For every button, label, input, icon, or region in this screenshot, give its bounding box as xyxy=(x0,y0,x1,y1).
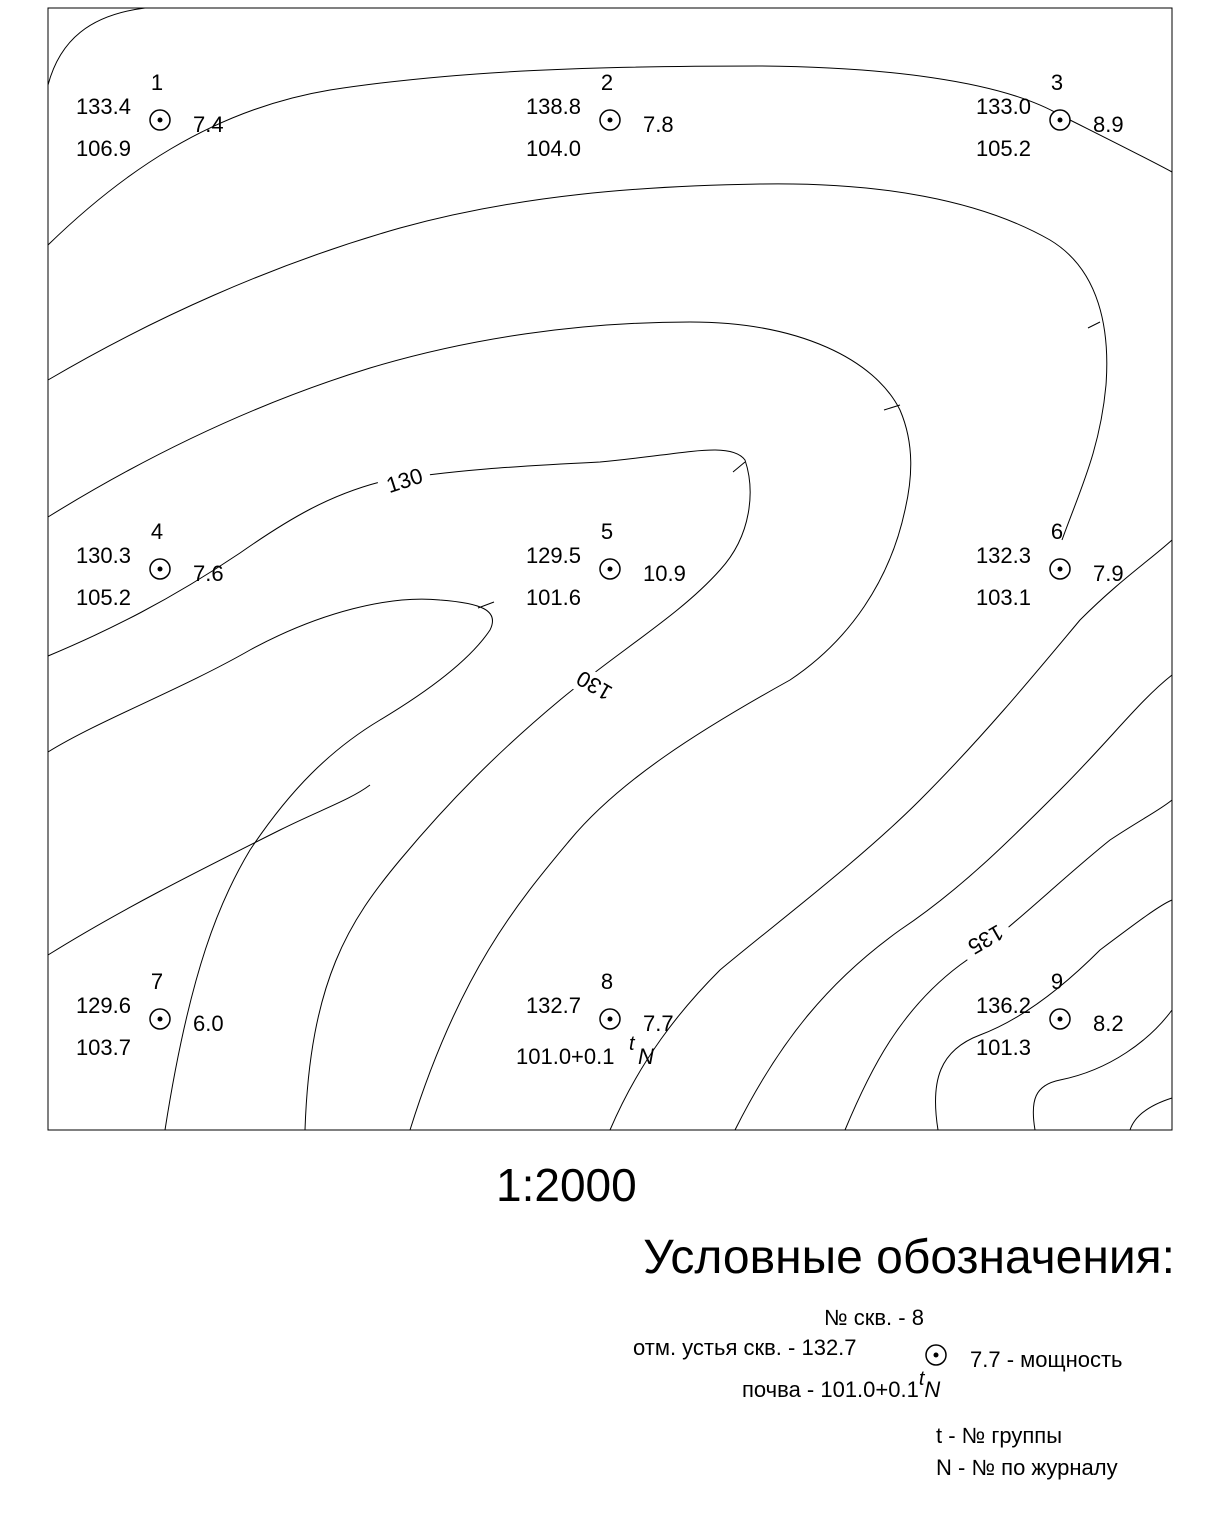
well-1[interactable] xyxy=(76,70,224,161)
well-thickness: 8.9 xyxy=(1093,112,1124,137)
well-center-dot xyxy=(158,567,163,572)
contour-line xyxy=(735,675,1172,1130)
contour-line xyxy=(845,800,1172,1130)
well-elevation: 130.3 xyxy=(75,543,131,568)
well-4[interactable] xyxy=(76,519,224,610)
well-elevation: 132.3 xyxy=(975,543,1031,568)
well-soil: 101.0+0.1 xyxy=(516,1044,615,1069)
well-number: 9 xyxy=(1050,969,1064,994)
slope-tick xyxy=(478,602,494,608)
well-3[interactable] xyxy=(976,70,1124,161)
legend-soil-sup: t xyxy=(918,1368,925,1390)
well-center-dot xyxy=(608,1017,613,1022)
well-center-dot xyxy=(1058,118,1063,123)
legend-n-definition: N - № по журналу xyxy=(936,1455,1118,1480)
legend-soil-sub: N xyxy=(924,1377,941,1402)
well-thickness: 7.9 xyxy=(1093,561,1124,586)
legend-well-marker-icon xyxy=(923,1342,949,1368)
legend-thickness: 7.7 - мощность xyxy=(970,1347,1123,1372)
well-number: 5 xyxy=(600,519,614,544)
well-thickness: 7.6 xyxy=(193,561,224,586)
well-elevation: 133.0 xyxy=(975,94,1031,119)
well-center-dot xyxy=(1058,567,1063,572)
legend-t-definition: t - № группы xyxy=(936,1423,1063,1448)
well-number: 4 xyxy=(150,519,164,544)
well-number: 6 xyxy=(1050,519,1064,544)
well-number: 1 xyxy=(150,70,164,95)
well-number: 2 xyxy=(600,70,614,95)
well-center-dot xyxy=(608,567,613,572)
well-elevation: 132.7 xyxy=(525,993,581,1018)
contour-line xyxy=(48,785,370,955)
well-number: 8 xyxy=(600,969,614,994)
well-soil: 104.0 xyxy=(525,136,581,161)
well-2[interactable] xyxy=(526,70,674,161)
well-elevation: 129.5 xyxy=(525,543,581,568)
contour-labels xyxy=(375,459,1015,965)
contour-label: 130 xyxy=(572,665,617,706)
well-soil: 105.2 xyxy=(75,585,131,610)
legend-soil xyxy=(742,1368,941,1403)
well-elevation: 129.6 xyxy=(75,993,131,1018)
well-thickness: 10.9 xyxy=(643,561,686,586)
well-soil: 105.2 xyxy=(975,136,1031,161)
well-center-dot xyxy=(608,118,613,123)
contour-line xyxy=(48,8,145,85)
contour-label: 130 xyxy=(383,462,426,498)
well-thickness: 7.4 xyxy=(193,112,224,137)
well-soil: 101.6 xyxy=(525,585,581,610)
slope-tick xyxy=(1088,322,1100,328)
legend-elevation: отм. устья скв. - 132.7 xyxy=(633,1335,857,1360)
map-scale: 1:2000 xyxy=(496,1159,637,1211)
well-8[interactable] xyxy=(516,969,674,1069)
contour-line xyxy=(48,322,911,1130)
well-6[interactable] xyxy=(976,519,1124,610)
well-elevation: 133.4 xyxy=(75,94,131,119)
contour-label: 135 xyxy=(963,919,1008,960)
slope-tick xyxy=(884,405,900,410)
well-elevation: 138.8 xyxy=(525,94,581,119)
well-5[interactable] xyxy=(526,519,686,610)
slope-tick xyxy=(733,462,745,472)
well-thickness: 6.0 xyxy=(193,1011,224,1036)
well-9[interactable] xyxy=(976,969,1124,1060)
well-soil: 106.9 xyxy=(75,136,131,161)
well-soil: 101.3 xyxy=(975,1035,1031,1060)
well-number: 3 xyxy=(1050,70,1064,95)
well-center-dot xyxy=(158,1017,163,1022)
well-soil: 103.7 xyxy=(75,1035,131,1060)
well-soil-sub: N xyxy=(638,1044,654,1069)
legend-soil-text: почва - 101.0+0.1 xyxy=(742,1377,919,1402)
well-soil-sup: t xyxy=(629,1033,635,1055)
legend-well-number: № скв. - 8 xyxy=(824,1305,924,1330)
contour-line xyxy=(610,540,1172,1130)
legend-title: Условные обозначения: xyxy=(643,1231,1175,1284)
well-thickness: 8.2 xyxy=(1093,1011,1124,1036)
well-7[interactable] xyxy=(76,969,224,1060)
well-thickness: 7.7 xyxy=(643,1011,674,1036)
well-soil: 103.1 xyxy=(975,585,1031,610)
well-center-dot xyxy=(1058,1017,1063,1022)
contour-line xyxy=(1130,1098,1172,1130)
well-number: 7 xyxy=(150,969,164,994)
well-elevation: 136.2 xyxy=(975,993,1031,1018)
well-thickness: 7.8 xyxy=(643,112,674,137)
well-center-dot xyxy=(158,118,163,123)
contour-line xyxy=(48,184,1107,540)
